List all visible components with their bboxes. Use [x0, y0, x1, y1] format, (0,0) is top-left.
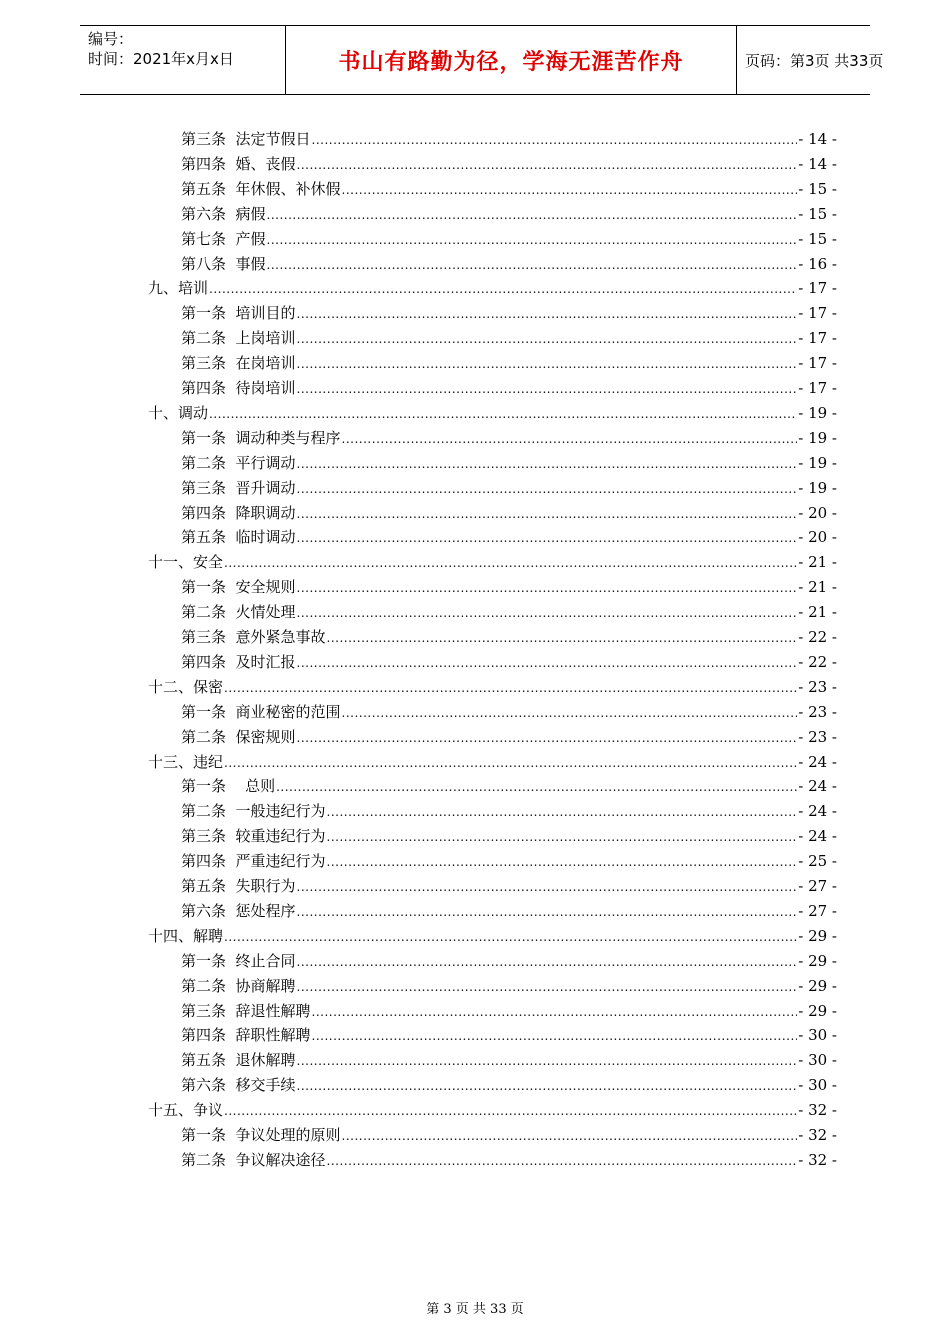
toc-entry-label: 第四条 严重违纪行为 — [181, 852, 326, 871]
toc-leader-dots — [267, 256, 798, 274]
toc-leader-dots — [342, 1127, 798, 1145]
toc-leader-dots — [297, 380, 798, 398]
toc-entry[interactable] — [181, 796, 837, 821]
toc-entry-page-number: - 27 - — [798, 877, 837, 895]
toc-entry-label: 第二条 保密规则 — [181, 727, 296, 746]
toc-entry-label: 第一条 商业秘密的范围 — [181, 702, 341, 721]
toc-entry-label: 第二条 平行调动 — [181, 453, 296, 472]
toc-entry-page-number: - 21 - — [798, 553, 837, 572]
toc-entry[interactable] — [148, 1095, 837, 1120]
toc-leader-dots — [224, 1102, 797, 1120]
toc-entry-page-number: - 19 - — [798, 403, 837, 422]
toc-leader-dots — [297, 505, 798, 523]
toc-entry-page-number: - 17 - — [798, 379, 837, 397]
toc-entry-page-number: - 32 - — [798, 1150, 837, 1169]
toc-leader-dots — [327, 629, 798, 647]
toc-entry[interactable] — [181, 722, 837, 747]
toc-leader-dots — [312, 131, 798, 149]
toc-entry-label: 第二条 火情处理 — [181, 603, 296, 622]
toc-entry-page-number: - 15 - — [798, 204, 837, 223]
toc-entry-page-number: - 30 - — [798, 1076, 837, 1095]
toc-entry-label: 第六条 病假 — [181, 204, 266, 223]
toc-entry-page-number: - 30 - — [798, 1026, 837, 1045]
toc-entry[interactable] — [181, 1120, 837, 1145]
toc-entry[interactable] — [181, 971, 837, 996]
toc-leader-dots — [342, 430, 798, 448]
toc-entry-label: 十一、安全 — [148, 553, 224, 572]
toc-entry-label: 第一条 总则 — [181, 777, 276, 796]
toc-entry-label: 第三条 辞退性解聘 — [181, 1001, 311, 1020]
toc-entry-page-number: - 24 - — [798, 752, 837, 771]
toc-entry-page-number: - 21 - — [798, 603, 837, 622]
toc-entry[interactable] — [181, 622, 837, 647]
toc-leader-dots — [267, 231, 798, 249]
toc-entry[interactable] — [181, 149, 837, 174]
toc-entry[interactable] — [181, 846, 837, 871]
toc-entry-label: 十四、解聘 — [148, 926, 224, 945]
toc-entry[interactable] — [181, 572, 837, 597]
toc-entry[interactable] — [148, 547, 837, 572]
toc-entry-label: 十、调动 — [148, 403, 209, 422]
toc-entry-page-number: - 24 - — [798, 827, 837, 846]
toc-entry[interactable] — [181, 473, 837, 498]
toc-entry-label: 第四条 待岗培训 — [181, 379, 296, 397]
toc-entry[interactable] — [181, 249, 837, 274]
toc-entry[interactable] — [181, 1020, 837, 1045]
toc-entry-label: 第五条 临时调动 — [181, 528, 296, 547]
page-footer: 第 3 页 共 33 页 — [426, 1302, 524, 1317]
toc-leader-dots — [297, 305, 798, 323]
toc-entry[interactable] — [181, 771, 837, 796]
toc-entry-page-number: - 22 - — [798, 628, 837, 646]
toc-entry-page-number: - 29 - — [798, 926, 837, 945]
toc-entry-label: 第一条 终止合同 — [181, 951, 296, 970]
toc-entry[interactable] — [181, 373, 837, 398]
toc-entry-page-number: - 25 - — [798, 852, 837, 871]
toc-entry-label: 第三条 晋升调动 — [181, 478, 296, 497]
toc-leader-dots — [209, 280, 797, 298]
toc-leader-dots — [342, 181, 798, 199]
toc-entry[interactable] — [181, 522, 837, 547]
toc-leader-dots — [297, 1077, 798, 1095]
toc-entry-page-number: - 20 - — [798, 528, 837, 547]
toc-entry-label: 第三条 在岗培训 — [181, 354, 296, 373]
toc-entry-label: 第六条 惩处程序 — [181, 901, 296, 920]
toc-entry[interactable] — [181, 498, 837, 523]
toc-entry[interactable] — [181, 124, 837, 149]
toc-entry[interactable] — [181, 821, 837, 846]
toc-leader-dots — [297, 455, 798, 473]
toc-entry-page-number: - 29 - — [798, 976, 837, 995]
toc-entry[interactable] — [181, 896, 837, 921]
toc-entry-page-number: - 14 - — [798, 154, 837, 173]
toc-entry-page-number: - 30 - — [798, 1051, 837, 1070]
toc-entry-label: 第一条 争议处理的原则 — [181, 1126, 341, 1144]
toc-leader-dots — [209, 405, 797, 423]
toc-leader-dots — [224, 754, 797, 772]
toc-leader-dots — [312, 1003, 798, 1021]
toc-entry[interactable] — [181, 1145, 837, 1170]
toc-entry-label: 第三条 法定节假日 — [181, 130, 311, 148]
toc-entry-page-number: - 23 - — [798, 727, 837, 746]
toc-entry-label: 第八条 事假 — [181, 254, 266, 273]
toc-entry-page-number: - 29 - — [798, 951, 837, 970]
header-meta — [80, 26, 285, 94]
toc-leader-dots — [297, 529, 798, 547]
toc-entry-label: 第四条 降职调动 — [181, 503, 296, 522]
toc-entry-page-number: - 23 - — [798, 677, 837, 696]
toc-entry-label: 第一条 调动种类与程序 — [181, 428, 341, 447]
toc-leader-dots — [224, 679, 797, 697]
toc-entry-page-number: - 22 - — [798, 652, 837, 671]
toc-entry[interactable] — [181, 871, 837, 896]
toc-leader-dots — [267, 206, 798, 224]
toc-entry[interactable] — [181, 348, 837, 373]
toc-entry[interactable] — [181, 224, 837, 249]
document-time-label: 时间：2021年x月x日 — [88, 50, 234, 68]
toc-entry-page-number: - 16 - — [798, 254, 837, 273]
toc-leader-dots — [297, 878, 798, 896]
toc-entry-label: 第五条 失职行为 — [181, 877, 296, 895]
toc-leader-dots — [327, 803, 798, 821]
toc-entry[interactable] — [181, 323, 837, 348]
toc-entry-page-number: - 15 - — [798, 179, 837, 198]
toc-entry[interactable] — [181, 597, 837, 622]
toc-entry-label: 十五、争议 — [148, 1101, 224, 1120]
toc-entry-label: 第五条 年休假、补休假 — [181, 179, 341, 198]
toc-entry-label: 第二条 上岗培训 — [181, 329, 296, 348]
toc-entry[interactable] — [181, 174, 837, 199]
toc-entry-label: 第三条 意外紧急事故 — [181, 628, 326, 646]
toc-entry-label: 十三、违纪 — [148, 752, 224, 771]
toc-leader-dots — [297, 654, 798, 672]
toc-entry-label: 第七条 产假 — [181, 229, 266, 248]
toc-entry[interactable] — [148, 747, 837, 772]
toc-entry-page-number: - 17 - — [798, 329, 837, 348]
toc-leader-dots — [297, 604, 798, 622]
toc-entry[interactable] — [181, 423, 837, 448]
toc-leader-dots — [224, 554, 797, 572]
toc-leader-dots — [327, 828, 798, 846]
toc-entry-page-number: - 19 - — [798, 453, 837, 472]
toc-leader-dots — [297, 1052, 798, 1070]
toc-entry-page-number: - 24 - — [798, 777, 837, 796]
toc-leader-dots — [297, 579, 798, 597]
toc-leader-dots — [224, 928, 797, 946]
header-page-info: 页码：第3页 共33页 — [745, 51, 884, 70]
toc-leader-dots — [297, 480, 798, 498]
toc-leader-dots — [342, 704, 798, 722]
header-motto: 书山有路勤为径，学海无涯苦作舟 — [285, 26, 737, 94]
toc-entry-page-number: - 32 - — [798, 1126, 837, 1144]
toc-entry-page-number: - 14 - — [798, 130, 837, 148]
toc-entry[interactable] — [181, 298, 837, 323]
toc-entry-page-number: - 24 - — [798, 802, 837, 821]
toc-leader-dots — [297, 953, 798, 971]
toc-entry-page-number: - 19 - — [798, 478, 837, 497]
document-number-label: 编号： — [88, 30, 134, 48]
toc-leader-dots — [297, 156, 798, 174]
toc-entry-label: 第五条 退休解聘 — [181, 1051, 296, 1070]
toc-entry[interactable] — [148, 273, 837, 298]
toc-entry[interactable] — [181, 946, 837, 971]
toc-entry-label: 第四条 及时汇报 — [181, 652, 296, 671]
toc-entry[interactable] — [181, 1070, 837, 1095]
toc-entry-page-number: - 15 - — [798, 229, 837, 248]
toc-entry[interactable] — [181, 647, 837, 672]
toc-entry-page-number: - 23 - — [798, 702, 837, 721]
toc-entry-label: 第三条 较重违纪行为 — [181, 827, 326, 846]
toc-entry-page-number: - 21 - — [798, 578, 837, 597]
toc-entry-label: 十二、保密 — [148, 677, 224, 696]
toc-leader-dots — [297, 330, 798, 348]
page-header — [80, 25, 884, 95]
toc-entry-label: 第四条 辞职性解聘 — [181, 1026, 311, 1045]
toc-entry-label: 九、培训 — [148, 279, 209, 298]
toc-leader-dots — [297, 729, 798, 747]
toc-entry-label: 第六条 移交手续 — [181, 1076, 296, 1095]
toc-leader-dots — [297, 355, 798, 373]
toc-leader-dots — [297, 978, 798, 996]
toc-entry[interactable] — [148, 398, 837, 423]
toc-leader-dots — [327, 853, 798, 871]
toc-entry[interactable] — [181, 199, 837, 224]
toc-entry[interactable] — [181, 1045, 837, 1070]
toc-entry-page-number: - 27 - — [798, 901, 837, 920]
toc-entry[interactable] — [181, 996, 837, 1021]
toc-entry-label: 第二条 协商解聘 — [181, 976, 296, 995]
toc-entry-page-number: - 17 - — [798, 354, 837, 373]
toc-entry[interactable] — [181, 448, 837, 473]
toc-entry-page-number: - 17 - — [798, 304, 837, 323]
toc-entry-label: 第一条 培训目的 — [181, 304, 296, 323]
toc-leader-dots — [312, 1027, 798, 1045]
toc-entry[interactable] — [148, 921, 837, 946]
toc-entry-page-number: - 17 - — [798, 279, 837, 298]
toc-leader-dots — [297, 903, 798, 921]
toc-entry[interactable] — [148, 672, 837, 697]
toc-entry-label: 第二条 争议解决途径 — [181, 1150, 326, 1169]
toc-entry[interactable] — [181, 697, 837, 722]
toc-entry-page-number: - 32 - — [798, 1101, 837, 1120]
toc-entry-page-number: - 20 - — [798, 503, 837, 522]
toc-leader-dots — [276, 778, 797, 796]
toc-entry-page-number: - 29 - — [798, 1001, 837, 1020]
toc-entry-page-number: - 19 - — [798, 428, 837, 447]
toc-entry-label: 第四条 婚、丧假 — [181, 154, 296, 173]
toc-leader-dots — [327, 1152, 798, 1170]
toc-entry-label: 第一条 安全规则 — [181, 578, 296, 597]
toc-entry-label: 第二条 一般违纪行为 — [181, 802, 326, 821]
